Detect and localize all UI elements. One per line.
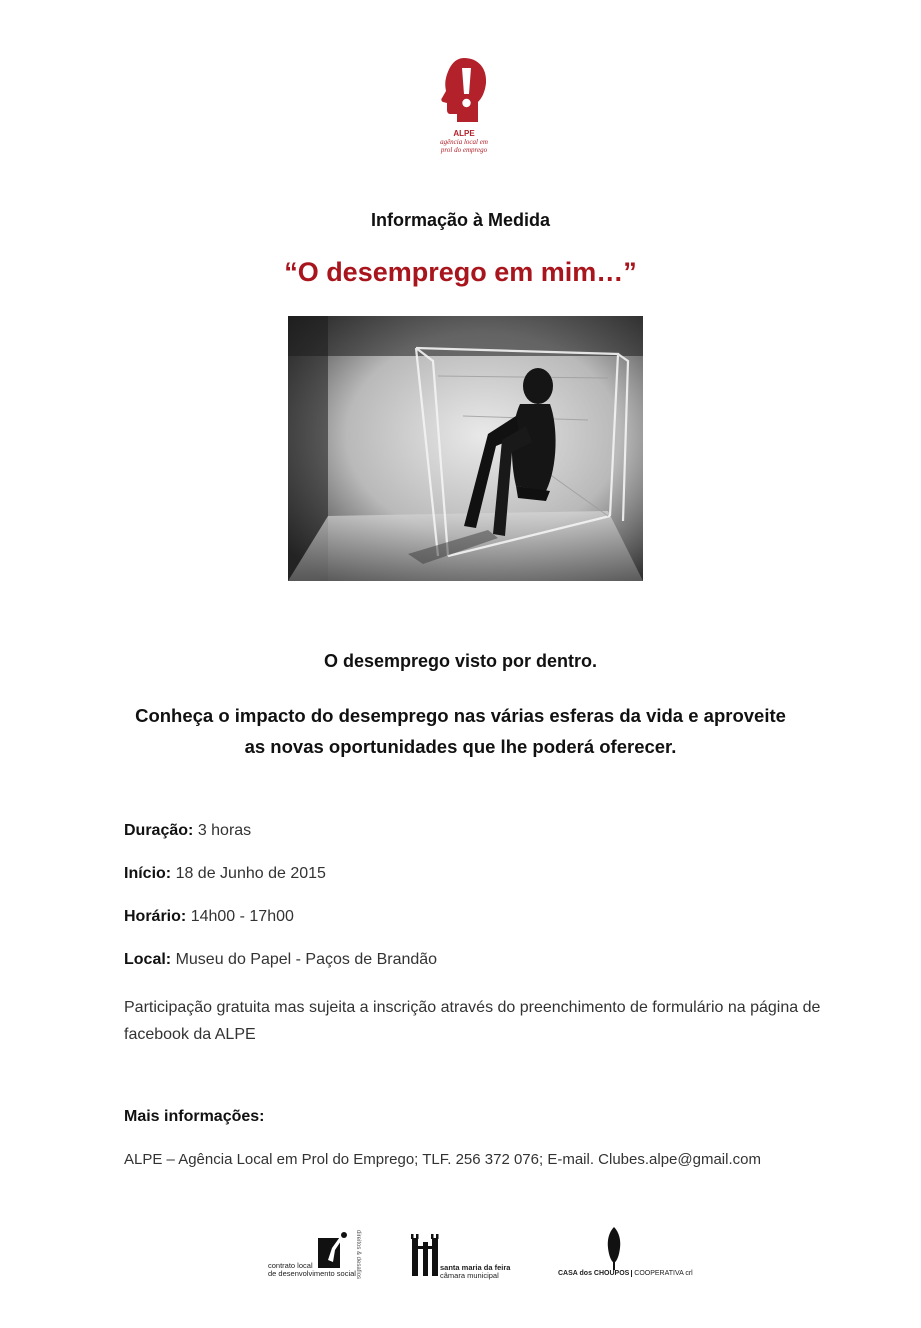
detail-label: Início: <box>124 865 172 882</box>
clds-line-1: contrato local <box>268 1261 313 1270</box>
alpe-head-logo-icon <box>440 56 488 126</box>
detail-horario <box>124 908 294 926</box>
illustration-image <box>288 316 643 581</box>
more-info-heading: Mais informações: <box>124 1108 265 1125</box>
detail-value: Museu do Papel - Paços de Brandão <box>175 951 438 968</box>
logo-name: ALPE <box>453 129 475 138</box>
clds-vertical-text: direitos & desafios <box>355 1230 361 1280</box>
detail-value: 3 horas <box>197 822 252 839</box>
santa-maria-da-feira-logo <box>410 1232 520 1282</box>
contact-line: ALPE – Agência Local em Prol do Emprego; TLF. 256 372 076; E-mail. Clubes.alpe@gmail.com <box>124 1151 761 1168</box>
casa-text <box>558 1270 693 1278</box>
detail-duracao <box>124 822 251 840</box>
lead-text: O desemprego visto por dentro. <box>323 651 598 671</box>
kicker-heading: Informação à Medida <box>370 210 551 230</box>
page-title: “O desemprego em mim…” <box>284 257 637 287</box>
detail-label: Local: <box>124 951 172 968</box>
casa-name: CASA dos CHOUPOS <box>558 1270 630 1277</box>
casa-dos-choupos-logo <box>556 1226 693 1282</box>
smf-line-1: santa maria da feira <box>440 1263 511 1272</box>
pitch-line-2: as novas oportunidades que lhe poderá oferecer. <box>244 736 677 757</box>
detail-value: 14h00 - 17h00 <box>190 908 294 925</box>
detail-label: Horário: <box>124 908 187 925</box>
pitch-line-1: Conheça o impacto do desemprego nas várias esferas da vida e aproveite <box>135 705 786 726</box>
casa-dos-choupos-tree-icon <box>604 1226 624 1270</box>
logo-subtitle-line-1: agência local em <box>440 138 488 146</box>
alpe-logo <box>434 56 494 152</box>
logo-subtitle-line-2: prol do emprego <box>440 146 488 154</box>
clds-line-2: de desenvolvimento social <box>268 1269 356 1278</box>
santa-maria-da-feira-castle-icon <box>410 1232 440 1278</box>
detail-local <box>124 951 437 969</box>
smf-line-2: câmara municipal <box>440 1271 499 1280</box>
pitch-text <box>0 700 921 762</box>
casa-suffix: COOPERATIVA crl <box>631 1270 692 1277</box>
detail-value: 18 de Junho de 2015 <box>175 865 326 882</box>
smf-text <box>440 1264 530 1280</box>
clds-text <box>268 1262 368 1278</box>
detail-inicio <box>124 865 326 883</box>
seated-figure-in-glass-box-illustration <box>288 316 643 581</box>
clds-logo <box>268 1228 378 1282</box>
logo-subtitle <box>430 138 498 154</box>
participation-note: Participação gratuita mas sujeita a inscrição através do preenchimento de formulário na página de facebook da ALPE <box>124 999 821 1043</box>
detail-label: Duração: <box>124 822 194 839</box>
